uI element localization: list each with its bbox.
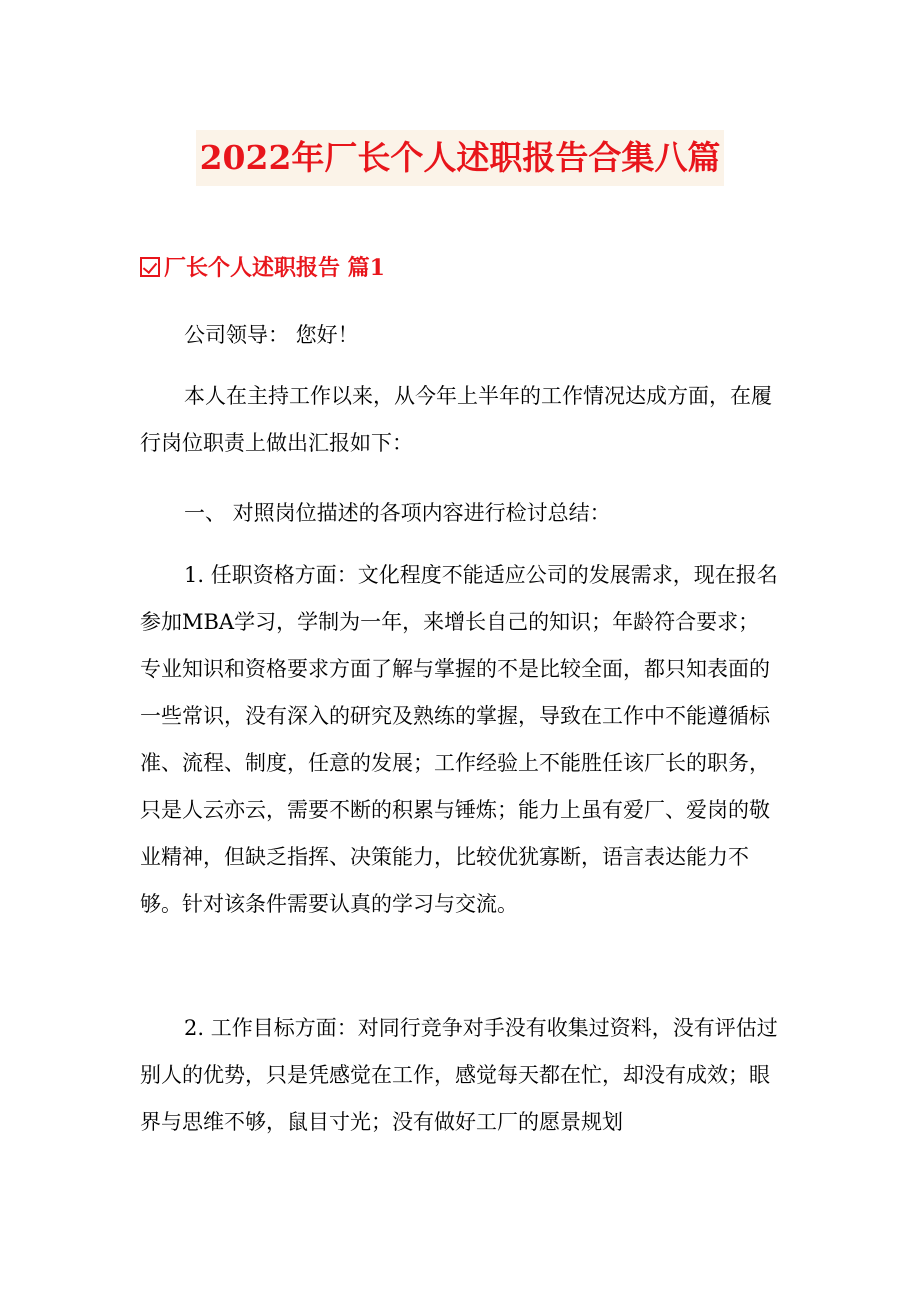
- document-title-wrapper: [0, 130, 920, 186]
- checkbox-icon: [140, 257, 160, 277]
- work-goal-paragraph: 2. 工作目标方面：对同行竞争对手没有收集过资料，没有评估过别人的优势，只是凭感觉在工作，感觉每天都在忙，却没有成效；眼界与思维不够，鼠目寸光；没有做好工厂的愿景规划: [140, 1016, 778, 1134]
- section-one-paragraph: 一、 对照岗位描述的各项内容进行检讨总结：: [184, 501, 611, 525]
- qualification-paragraph: 1. 任职资格方面：文化程度不能适应公司的发展需求，现在报名参加MBA学习，学制为一年，来增长自己的知识；年龄符合要求；专业知识和资格要求方面了解与掌握的不是比较全面，都只知表面的一些常识，没有深入的研究及熟练的掌握，导致在工作中不能遵循标准、流程、制度，任意的发展；工作经验上不能胜任该厂长的职务，只是人云亦云，需要不断的积累与锤炼；能力上虽有爱厂、爱岗的敬业精神，但缺乏指挥、决策能力，比较优犹寡断，语言表达能力不够。针对该条件需要认真的学习与交流。: [140, 563, 778, 916]
- section-heading-text: 厂长个人述职报告 篇1: [164, 255, 385, 281]
- intro-paragraph: 本人在主持工作以来，从今年上半年的工作情况达成方面，在履行岗位职责上做出汇报如下：: [140, 384, 772, 455]
- greeting-paragraph: 公司领导： 您好！: [184, 323, 359, 347]
- section-heading: [140, 248, 385, 288]
- document-title: 2022年厂长个人述职报告合集八篇: [196, 130, 725, 186]
